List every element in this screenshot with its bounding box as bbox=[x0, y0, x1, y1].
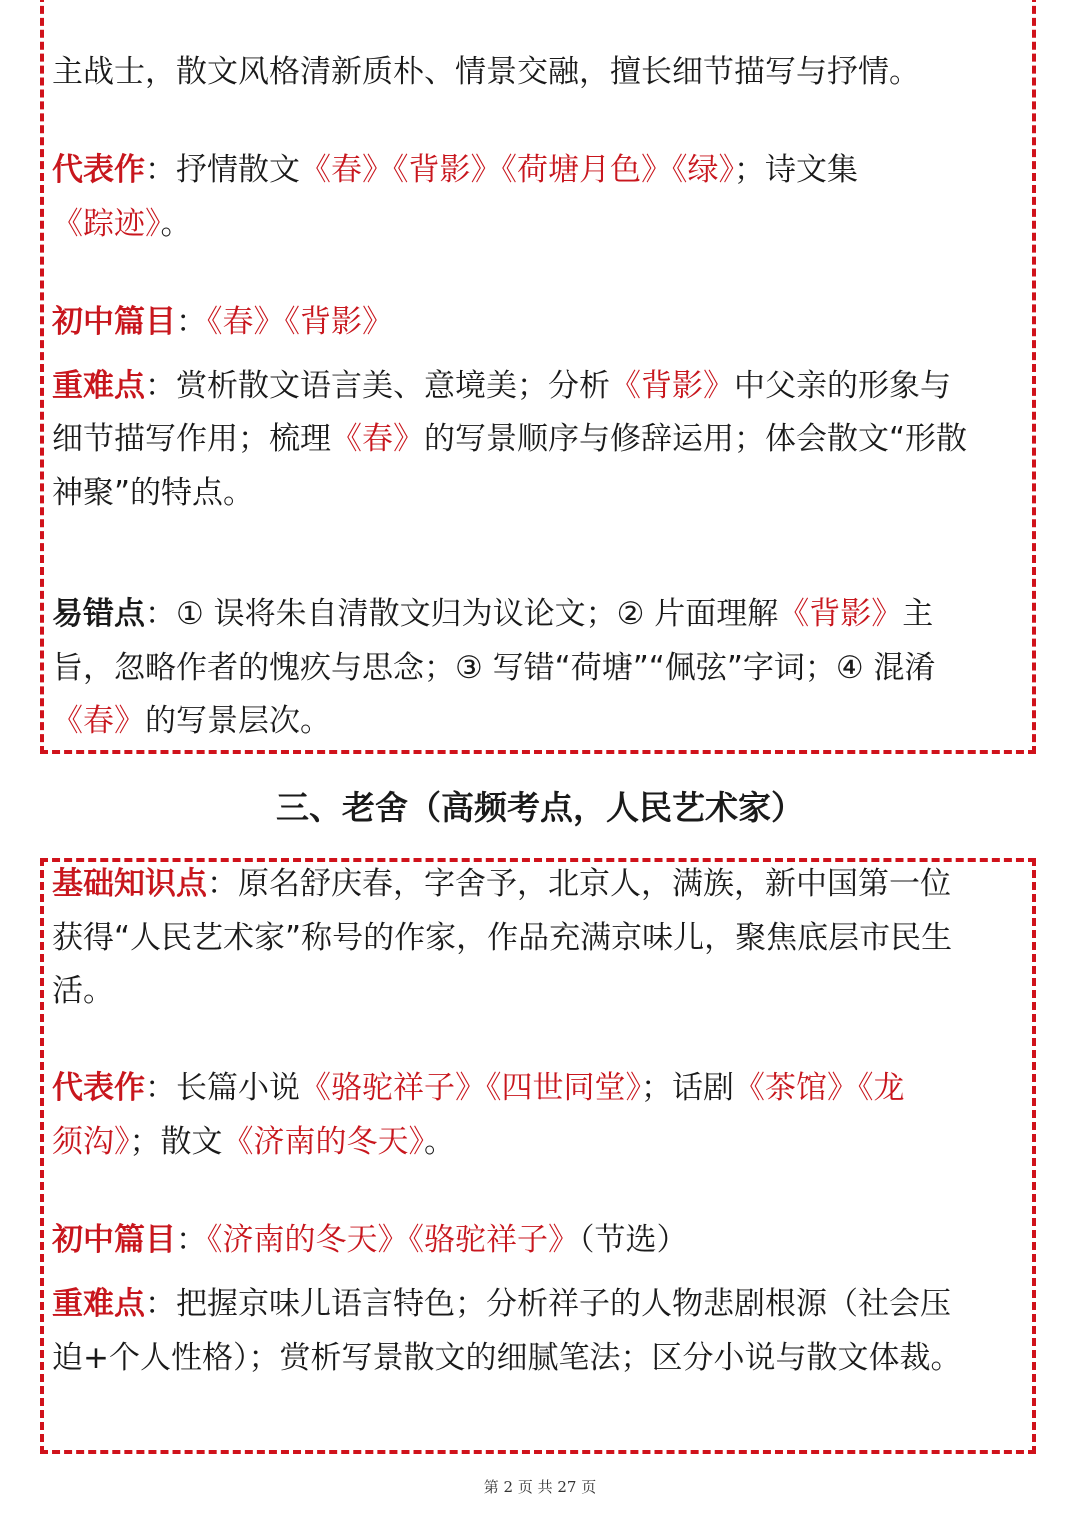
text: （节选） bbox=[579, 1222, 688, 1258]
work-title: 《茶馆》《龙 bbox=[734, 1070, 905, 1106]
text: ① 误将朱自清散文归为议论文；② 片面理解 bbox=[176, 596, 779, 632]
key-points-line-3 bbox=[52, 475, 1022, 511]
colon: ： bbox=[176, 304, 207, 340]
basic-line-2 bbox=[52, 920, 1022, 956]
text: 抒情散文 bbox=[176, 152, 300, 188]
text: 长篇小说 bbox=[176, 1070, 300, 1106]
rep-works-poetry: 《踪迹》 bbox=[52, 206, 161, 242]
text: 赏析散文语言美、意境美；分析 bbox=[176, 368, 610, 404]
lao-she-key-label: 重难点 bbox=[52, 1286, 145, 1322]
colon: ： bbox=[145, 368, 176, 404]
work-title: 须沟》 bbox=[52, 1124, 130, 1160]
work-title: 《背影》 bbox=[610, 368, 734, 404]
errors-line-1 bbox=[52, 596, 1022, 632]
key-points-line-1 bbox=[52, 368, 1022, 404]
text: ；诗文集 bbox=[734, 152, 858, 188]
lao-she-key-line-2 bbox=[52, 1340, 1022, 1376]
work-title: 《济南的冬天》《骆驼祥子》 bbox=[207, 1222, 579, 1258]
text: 细节描写作用；梳理 bbox=[52, 421, 331, 457]
key-points-line-2 bbox=[52, 421, 1022, 457]
work-title: 《春》 bbox=[52, 703, 145, 739]
section-heading-lao-she: 三、老舍（高频考点，人民艺术家） bbox=[276, 788, 804, 827]
text: 中父亲的形象与 bbox=[734, 368, 951, 404]
work-title: 《背影》 bbox=[778, 596, 903, 632]
colon: ： bbox=[176, 1222, 207, 1258]
textbook-label: 初中篇目 bbox=[52, 304, 176, 340]
textbook-works: 《春》《背影》 bbox=[207, 304, 393, 340]
errors-label: 易错点 bbox=[52, 596, 145, 632]
work-title: 《春》 bbox=[331, 421, 424, 457]
errors-line-3 bbox=[52, 703, 1022, 739]
rep-works-line-1 bbox=[52, 152, 1022, 188]
rep-works-line-2 bbox=[52, 206, 1022, 242]
page-footer: 第 2 页 共 27 页 bbox=[483, 1478, 597, 1496]
lao-she-rep-line-1 bbox=[52, 1070, 1022, 1106]
text: ；话剧 bbox=[641, 1070, 734, 1106]
colon: ： bbox=[145, 596, 176, 632]
work-title: 《骆驼祥子》《四世同堂》 bbox=[300, 1070, 641, 1106]
text: 。 bbox=[160, 206, 192, 242]
colon: ： bbox=[145, 1070, 176, 1106]
key-points-label: 重难点 bbox=[52, 368, 145, 404]
intro-tail-text: 主战士，散文风格清新质朴、情景交融，擅长细节描写与抒情。 bbox=[52, 54, 920, 90]
text: ；散文 bbox=[129, 1124, 223, 1160]
text: 旨，忽略作者的愧疚与思念；③ 写错“荷塘”“佩弦”字词；④ 混淆 bbox=[52, 650, 936, 686]
intro-tail-line bbox=[52, 54, 1022, 90]
errors-line-2 bbox=[52, 650, 1022, 686]
lao-she-rep-label: 代表作 bbox=[52, 1070, 145, 1106]
basic-line-1 bbox=[52, 866, 1022, 902]
colon: ： bbox=[207, 866, 238, 902]
textbook-line bbox=[52, 304, 1022, 340]
text: 的写景层次。 bbox=[145, 703, 331, 739]
lao-she-rep-line-2 bbox=[52, 1124, 1022, 1160]
text: 。 bbox=[424, 1124, 455, 1160]
rep-works-titles: 《春》《背影》《荷塘月色》《绿》 bbox=[300, 152, 734, 188]
basic-line-3 bbox=[52, 973, 1022, 1009]
colon: ： bbox=[145, 152, 176, 188]
text: 获得“人民艺术家”称号的作家，作品充满京味儿，聚焦底层市民生 bbox=[52, 920, 953, 956]
basic-label: 基础知识点 bbox=[52, 866, 207, 902]
text: 主 bbox=[902, 596, 934, 632]
text: 把握京味儿语言特色；分析祥子的人物悲剧根源（社会压 bbox=[176, 1286, 951, 1322]
work-title: 《济南的冬天》 bbox=[222, 1124, 424, 1160]
text: 原名舒庆春，字舍予，北京人，满族，新中国第一位 bbox=[238, 866, 951, 902]
lao-she-textbook-label: 初中篇目 bbox=[52, 1222, 176, 1258]
text: 神聚”的特点。 bbox=[52, 475, 255, 511]
lao-she-key-line-1 bbox=[52, 1286, 1022, 1322]
text: 的写景顺序与修辞运用；体会散文“形散 bbox=[424, 421, 968, 457]
rep-works-label: 代表作 bbox=[52, 152, 145, 188]
lao-she-textbook-line bbox=[52, 1222, 1022, 1258]
colon: ： bbox=[145, 1286, 176, 1322]
text: 迫+个人性格）；赏析写景散文的细腻笔法；区分小说与散文体裁。 bbox=[52, 1340, 962, 1376]
text: 活。 bbox=[52, 973, 114, 1009]
